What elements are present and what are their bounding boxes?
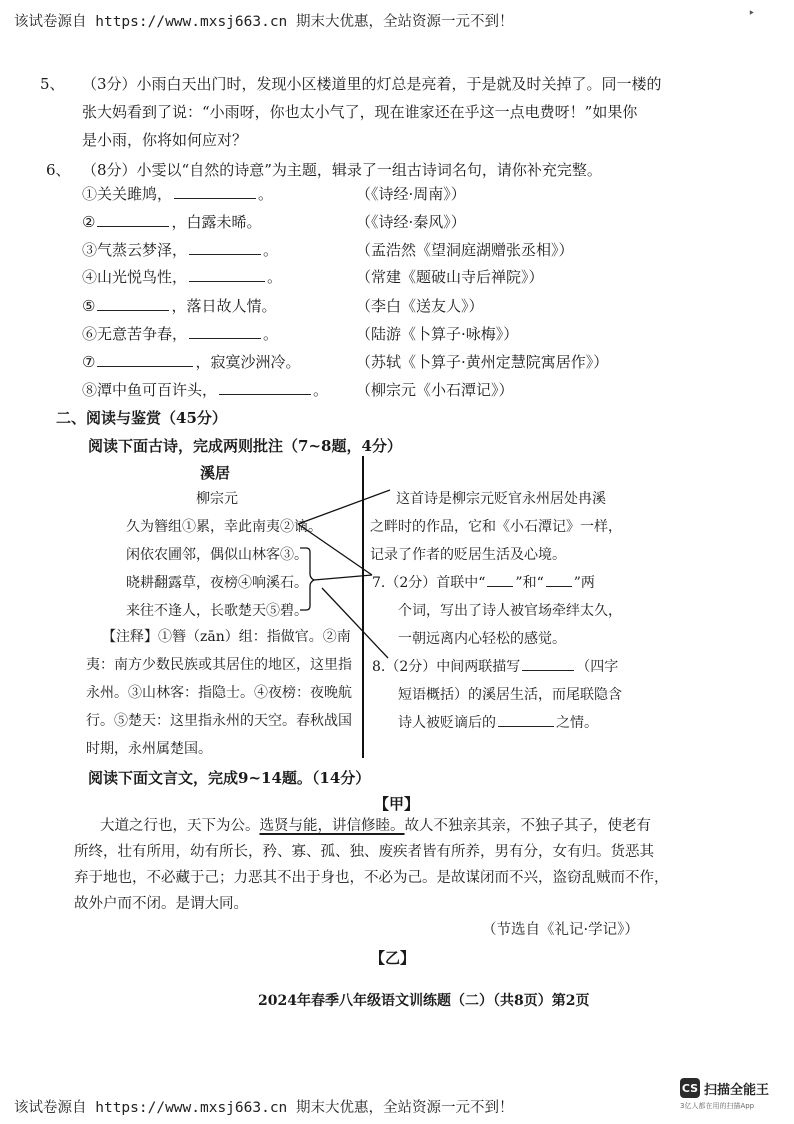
scanner-tagline: 3亿人都在用的扫描App: [680, 1102, 755, 1110]
q6-source-6: （陆游《卜算子·咏梅》）: [356, 325, 519, 343]
connector-line-4: [322, 588, 388, 658]
q6-item-2: ② ，白露未晞。: [82, 213, 262, 231]
passage-line-2: 所终，壮有所用，幼有所长，矜、寡、孤、独、废疾者皆有所养，男有分，女有归。货恶其: [74, 844, 654, 860]
q6-item-8: ⑧潭中鱼可百许头， 。: [82, 381, 329, 399]
q6-item-3: ③气蒸云梦泽， 。: [82, 241, 279, 259]
top-banner: 该试卷源自 https://www.mxsj663.cn 期末大优惠，全站资源一元不到！: [14, 14, 514, 30]
q6-item-4: ④山光悦鸟性， 。: [82, 268, 283, 286]
poem-note-4: 行。⑤楚天：这里指永州的天空。春秋战国: [86, 713, 352, 729]
connector-line-3: [314, 575, 372, 580]
q6-source-5: （李白《送友人》）: [356, 297, 484, 315]
poem-title: 溪居: [200, 464, 231, 482]
scanner-logo-icon: CS: [680, 1078, 700, 1098]
answer-blank[interactable]: [522, 656, 574, 671]
poem-note-5: 时期，永州属楚国。: [86, 741, 212, 757]
q6-source-1: （《诗经·周南》）: [356, 185, 466, 203]
underlined-phrase: 选贤与能，讲信修睦。: [259, 818, 405, 834]
passage-line-1: 大道之行也，天下为公。选贤与能，讲信修睦。故人不独亲其亲，不独子其子，使老有: [100, 818, 651, 834]
q6-source-4: （常建《题破山寺后禅院》）: [356, 268, 544, 286]
poem-line-1: 久为簪组①累，幸此南夷②谪。: [126, 519, 322, 535]
annotation-1-line-3: 记录了作者的贬居生活及心境。: [370, 547, 566, 563]
answer-blank[interactable]: [546, 572, 572, 587]
q6-source-2: （《诗经·秦风》）: [356, 213, 466, 231]
poem-line-3: 晓耕翻露草，夜榜④响溪石。: [126, 575, 308, 591]
poem-intro: 阅读下面古诗，完成两则批注（7~8题，4分）: [88, 437, 402, 455]
passage-yi-label: 【乙】: [370, 949, 416, 967]
q8-line-3: 诗人被贬谪后的 之情。: [398, 712, 598, 732]
q6-number: 6、: [46, 161, 71, 179]
q5-number: 5、: [40, 75, 65, 93]
q6-item-1: ①关关雎鸠， 。: [82, 185, 274, 203]
q7-line-3: 一朝远离内心轻松的感觉。: [398, 631, 566, 647]
q5-line2: 张大妈看到了说：“小雨呀，你也太小气了，现在谁家还在乎这一点电费呀！”如果你: [82, 103, 638, 121]
scanner-name: 扫描全能王: [704, 1083, 770, 1098]
q5-line3: 是小雨，你将如何应对？: [82, 131, 248, 149]
poem-line-4: 来往不逢人，长歌楚天⑤碧。: [126, 603, 308, 619]
q5-line1: （3分）小雨白天出门时，发现小区楼道里的灯总是亮着，于是就及时关掉了。同一楼的: [82, 75, 662, 93]
q6-item-6: ⑥无意苦争春， 。: [82, 325, 279, 343]
q7-line-1: 7.（2分）首联中“ ”和“ ”两: [372, 572, 595, 592]
q8-line-1: 8.（2分）中间两联描写 （四字: [372, 656, 618, 676]
passage-line-4: 故外户而不闭。是谓大同。: [74, 896, 248, 912]
poem-line-2: 闲依农圃邻，偶似山林客③。: [126, 547, 308, 563]
bottom-banner: 该试卷源自 https://www.mxsj663.cn 期末大优惠，全站资源一元不到！: [14, 1100, 514, 1116]
poem-note-2: 夷：南方少数民族或其居住的地区，这里指: [86, 657, 352, 673]
q8-line-2: 短语概括）的溪居生活，而尾联隐含: [398, 687, 622, 703]
q6-source-7: （苏轼《卜算子·黄州定慧院寓居作》）: [356, 353, 609, 371]
passage-source: （节选自《礼记·学记》）: [482, 922, 639, 938]
page-footer: 2024年春季八年级语文训练题（二）（共8页）第2页: [258, 993, 590, 1009]
poem-note-3: 永州。③山林客：指隐士。④夜榜：夜晚航: [86, 685, 352, 701]
poem-author: 柳宗元: [196, 491, 238, 507]
prose-intro: 阅读下面文言文，完成9~14题。（14分）: [88, 769, 371, 787]
answer-blank[interactable]: [498, 712, 554, 727]
passage-line-3: 弃于地也，不必藏于己；力恶其不出于身也，不必为己。是故谋闭而不兴，盗窃乱贼而不作，: [74, 870, 669, 886]
poem-note-1: 【注释】①簪（zān）组：指做官。②南: [102, 629, 351, 645]
middle-couplets-brace: [300, 548, 314, 610]
passage-jia-label: 【甲】: [374, 795, 420, 813]
corner-mark: ‣: [748, 6, 756, 20]
q6-source-8: （柳宗元《小石潭记》）: [356, 381, 514, 399]
section-title: 二、阅读与鉴赏（45分）: [56, 409, 227, 427]
annotation-1-line-2: 之畔时的作品，它和《小石潭记》一样，: [370, 519, 622, 535]
annotation-1-line-1: 这首诗是柳宗元贬官永州居处冉溪: [396, 491, 606, 507]
q7-line-2: 个词，写出了诗人被官场牵绊太久，: [398, 603, 622, 619]
q6-item-7: ⑦ ，寂寞沙洲冷。: [82, 353, 301, 371]
answer-blank[interactable]: [487, 572, 513, 587]
q6-intro: （8分）小雯以“自然的诗意”为主题，辑录了一组古诗词名句，请你补充完整。: [82, 161, 602, 179]
q6-source-3: （孟浩然《望洞庭湖赠张丞相》）: [356, 241, 574, 259]
q6-item-5: ⑤ ，落日故人情。: [82, 297, 277, 315]
